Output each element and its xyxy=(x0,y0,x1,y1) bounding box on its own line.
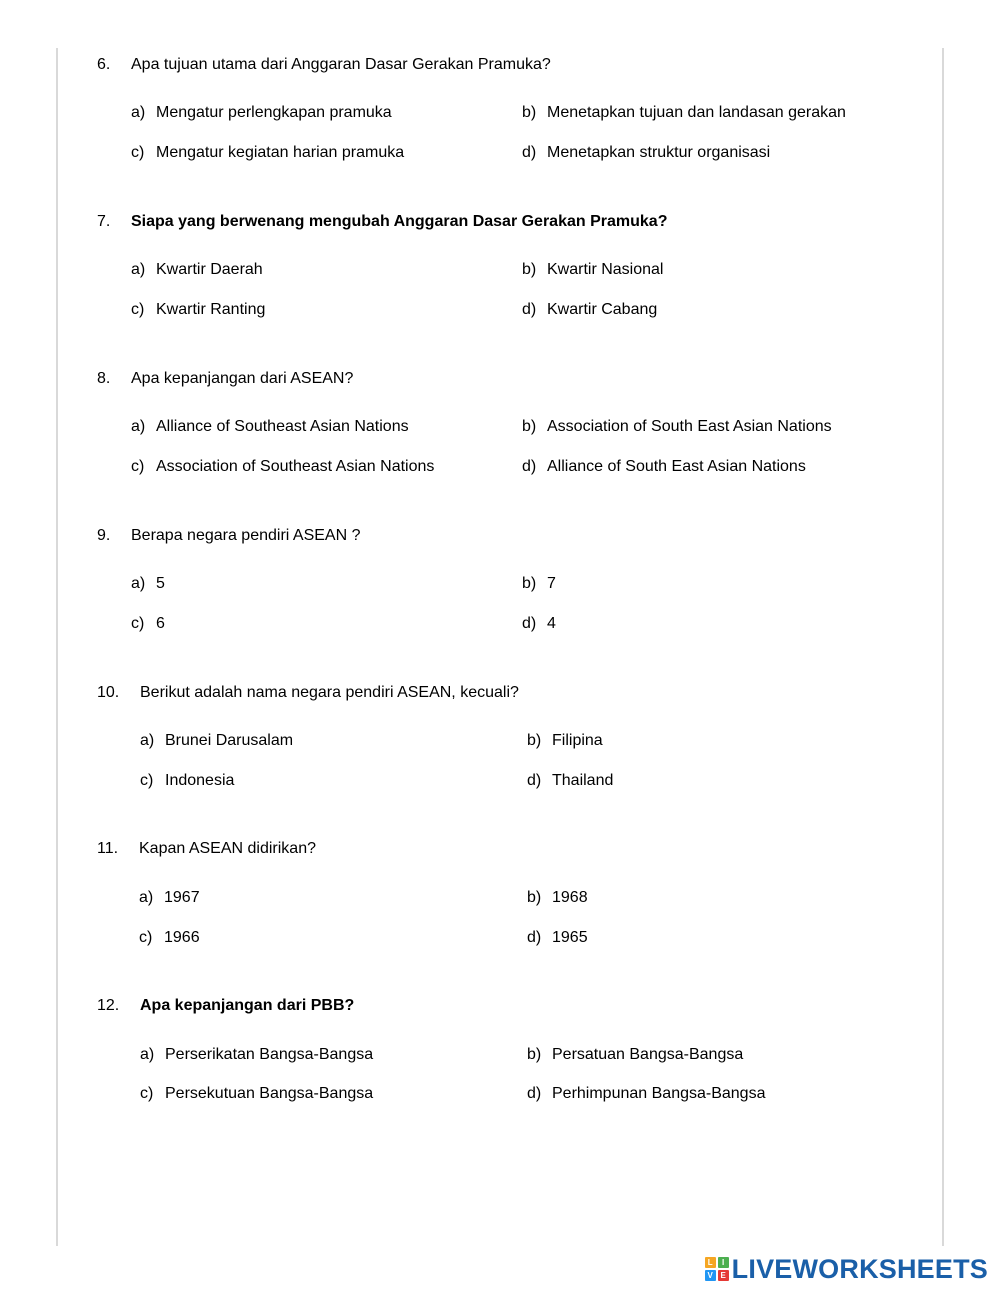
question-text: Kapan ASEAN didirikan? xyxy=(139,840,316,857)
question-text: Berikut adalah nama negara pendiri ASEAN, kecuali? xyxy=(140,684,519,701)
option-b[interactable]: b) 1968 xyxy=(527,889,588,906)
option-b[interactable]: b) 7 xyxy=(522,575,556,592)
question-text: Siapa yang berwenang mengubah Anggaran Dasar Gerakan Pramuka? xyxy=(131,213,668,230)
option-a[interactable]: a) 1967 xyxy=(139,889,200,906)
question-number: 8. xyxy=(97,370,111,387)
logo-tile-l: L xyxy=(705,1257,716,1268)
option-d[interactable]: d) Perhimpunan Bangsa-Bangsa xyxy=(527,1085,766,1102)
option-b[interactable]: b) Persatuan Bangsa-Bangsa xyxy=(527,1046,744,1063)
question-text: Apa kepanjangan dari ASEAN? xyxy=(131,370,354,387)
question-number: 6. xyxy=(97,56,111,73)
option-b[interactable]: b) Association of South East Asian Nations xyxy=(522,418,832,435)
option-c[interactable]: c) 1966 xyxy=(139,929,200,946)
option-c[interactable]: c) Association of Southeast Asian Nations xyxy=(131,458,435,475)
liveworksheets-brand[interactable] xyxy=(705,1253,988,1285)
brand-name: LIVEWORKSHEETS xyxy=(731,1253,988,1284)
question-8 xyxy=(0,370,1000,510)
question-6 xyxy=(0,56,1000,196)
question-text: Berapa negara pendiri ASEAN ? xyxy=(131,527,361,544)
logo-tile-i: I xyxy=(718,1257,729,1268)
option-a[interactable]: a) Kwartir Daerah xyxy=(131,261,263,278)
logo-tile-e: E xyxy=(718,1270,729,1281)
question-12 xyxy=(0,997,1000,1137)
question-number: 11. xyxy=(97,840,119,857)
question-text: Apa kepanjangan dari PBB? xyxy=(140,997,355,1014)
option-a[interactable]: a) 5 xyxy=(131,575,165,592)
liveworksheets-logo-icon xyxy=(705,1257,729,1281)
option-c[interactable]: c) 6 xyxy=(131,615,165,632)
option-b[interactable]: b) Menetapkan tujuan dan landasan gerakan xyxy=(522,104,846,121)
option-c[interactable]: c) Mengatur kegiatan harian pramuka xyxy=(131,144,405,161)
question-7 xyxy=(0,213,1000,353)
option-d[interactable]: d) Kwartir Cabang xyxy=(522,301,658,318)
option-d[interactable]: d) 1965 xyxy=(527,929,588,946)
option-c[interactable]: c) Persekutuan Bangsa-Bangsa xyxy=(140,1085,374,1102)
option-c[interactable]: c) Kwartir Ranting xyxy=(131,301,266,318)
option-a[interactable]: a) Alliance of Southeast Asian Nations xyxy=(131,418,409,435)
option-d[interactable]: d) Alliance of South East Asian Nations xyxy=(522,458,806,475)
option-d[interactable]: d) 4 xyxy=(522,615,556,632)
option-a[interactable]: a) Mengatur perlengkapan pramuka xyxy=(131,104,392,121)
option-b[interactable]: b) Filipina xyxy=(527,732,603,749)
question-number: 10. xyxy=(97,684,120,701)
option-b[interactable]: b) Kwartir Nasional xyxy=(522,261,664,278)
option-d[interactable]: d) Menetapkan struktur organisasi xyxy=(522,144,771,161)
logo-tile-v: V xyxy=(705,1270,716,1281)
option-a[interactable]: a) Perserikatan Bangsa-Bangsa xyxy=(140,1046,374,1063)
option-a[interactable]: a) Brunei Darusalam xyxy=(140,732,294,749)
question-11 xyxy=(0,840,1000,980)
question-number: 12. xyxy=(97,997,120,1014)
option-d[interactable]: d) Thailand xyxy=(527,772,614,789)
option-c[interactable]: c) Indonesia xyxy=(140,772,235,789)
question-number: 7. xyxy=(97,213,111,230)
question-10 xyxy=(0,684,1000,824)
question-number: 9. xyxy=(97,527,111,544)
question-9 xyxy=(0,527,1000,667)
question-text: Apa tujuan utama dari Anggaran Dasar Gerakan Pramuka? xyxy=(131,56,551,73)
